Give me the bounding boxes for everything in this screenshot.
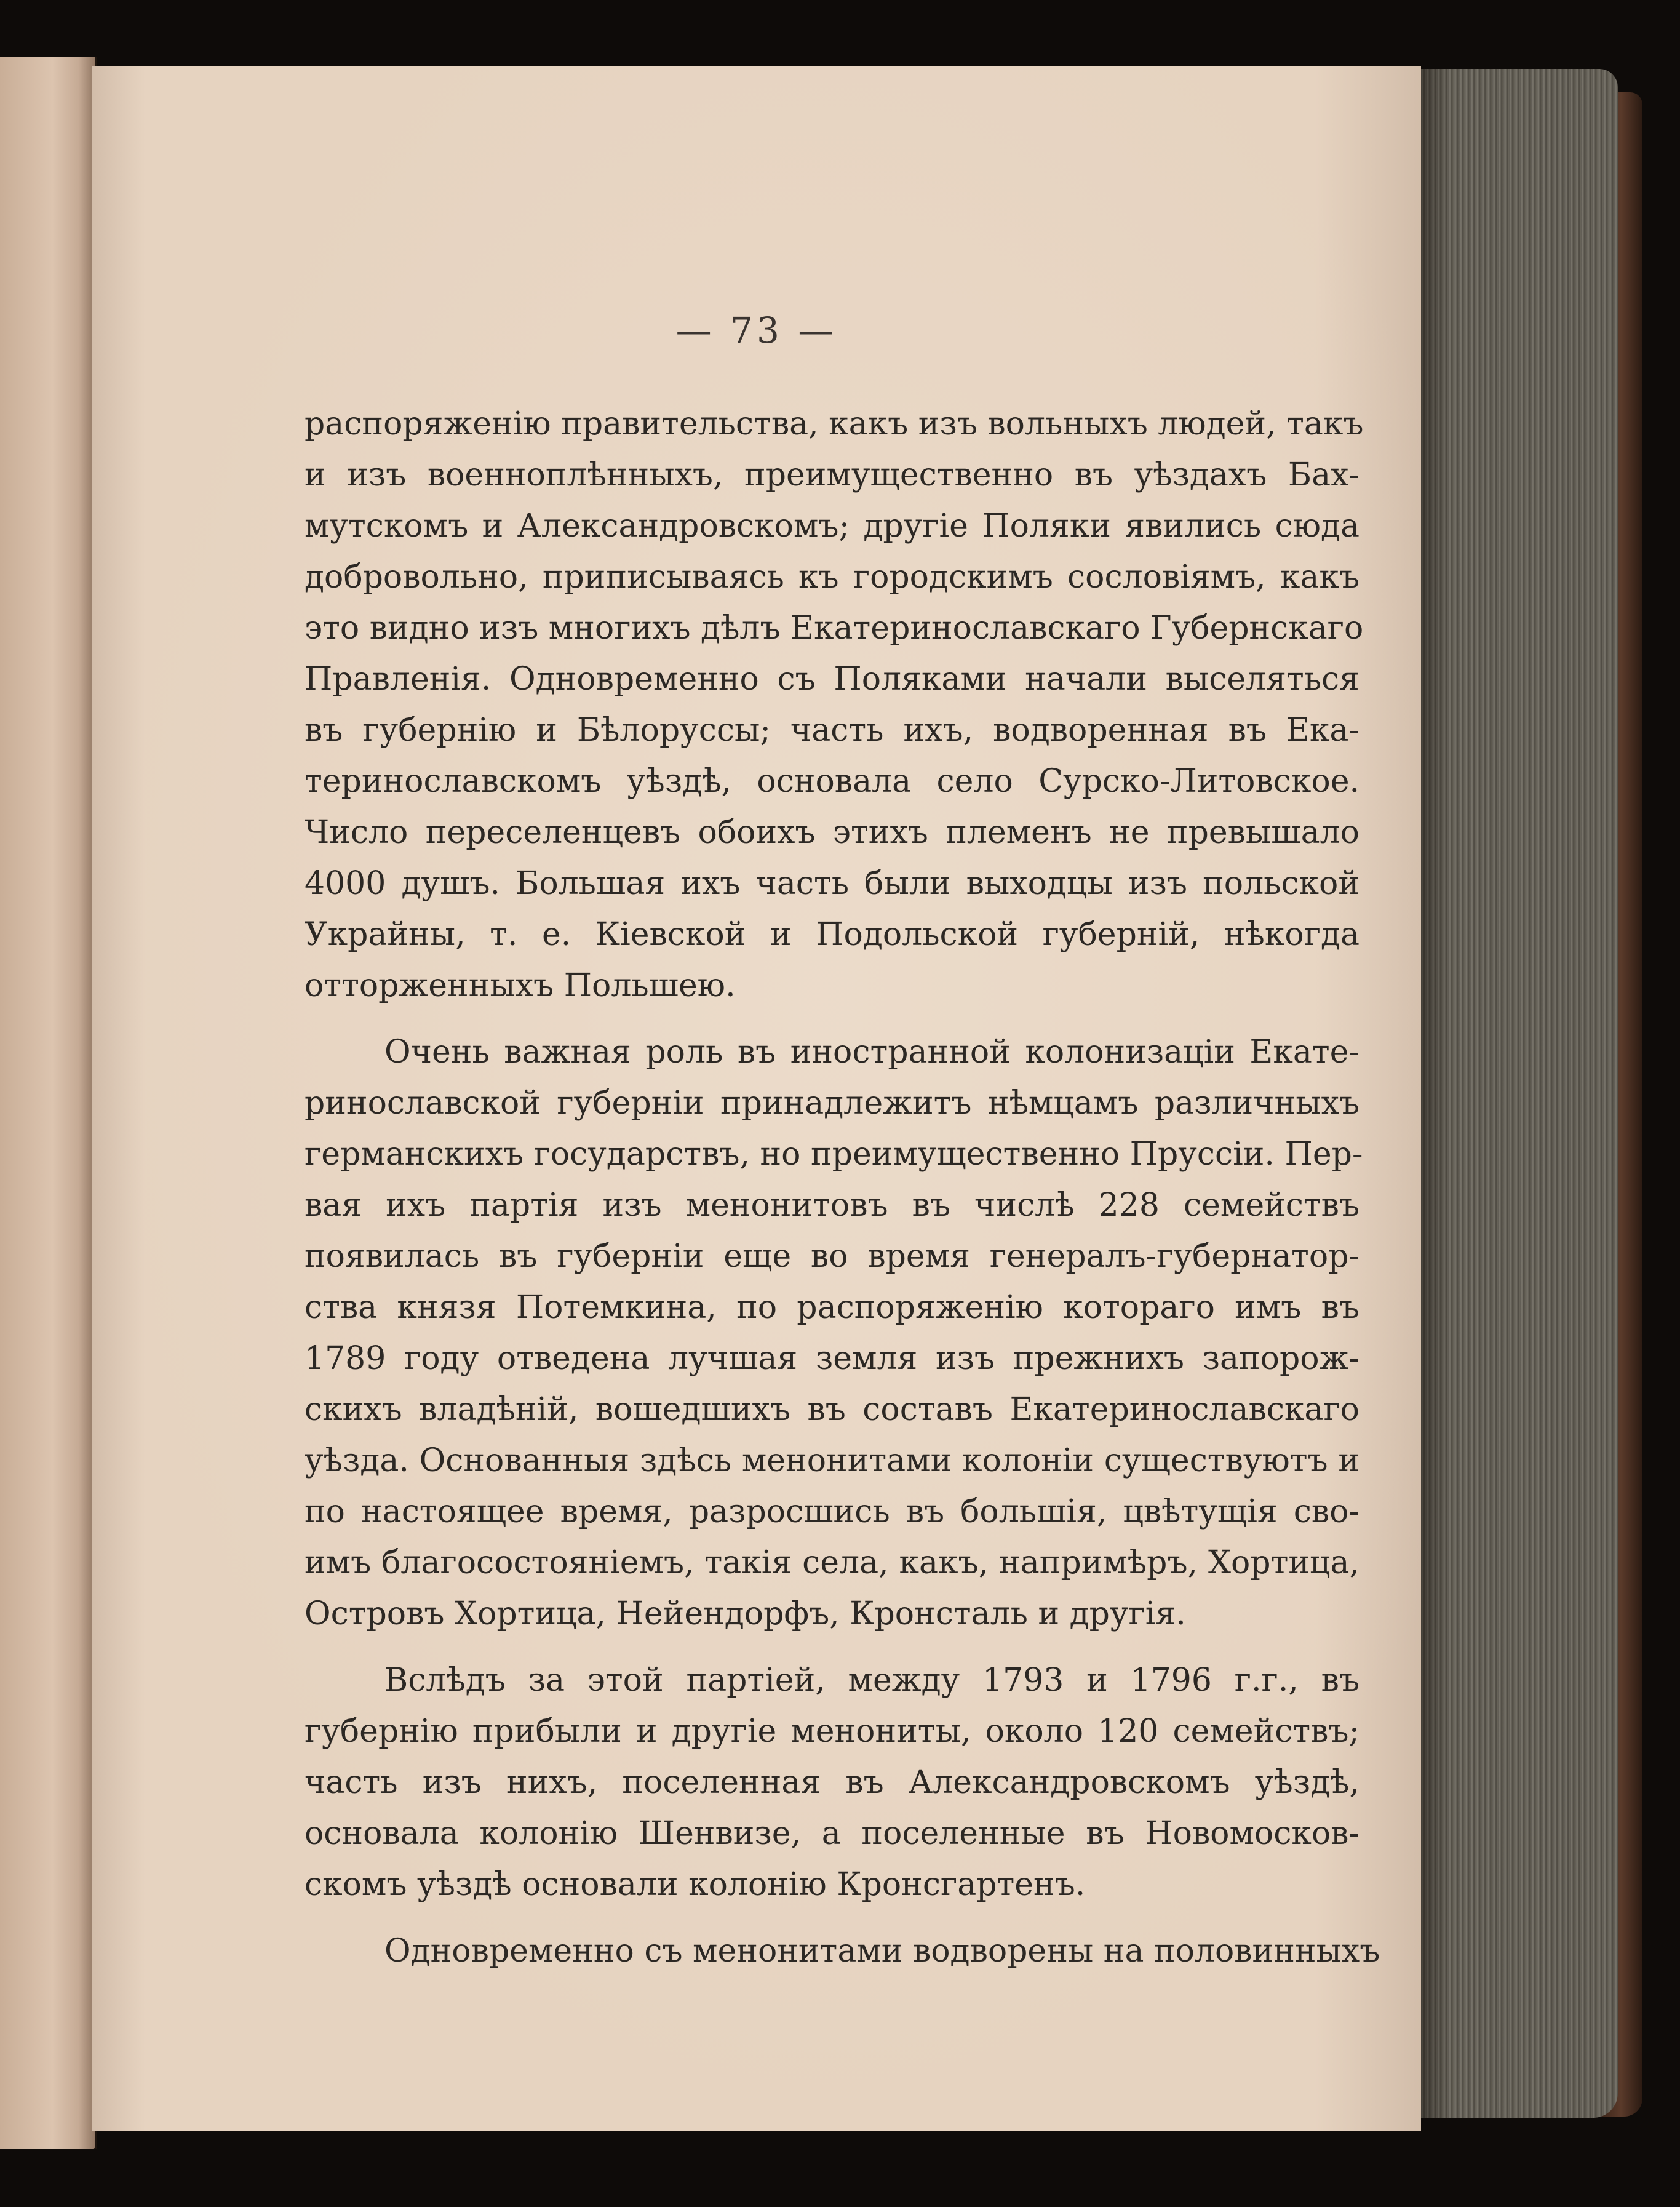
text-line: Очень важная роль въ иностранной колонизаціи Екате-: [384, 1034, 1360, 1071]
text-line: уѣзда. Основанныя здѣсь менонитами колоніи существуютъ и: [305, 1442, 1360, 1479]
text-line: появилась въ губерніи еще во время генералъ-губернатор-: [305, 1238, 1360, 1275]
text-line: 1789 году отведена лучшая земля изъ прежнихъ запорож-: [305, 1340, 1360, 1377]
text-line: Число переселенцевъ обоихъ этихъ племенъ не превышало: [305, 814, 1360, 851]
text-line: Украйны, т. е. Кіевской и Подольской губерній, нѣкогда: [305, 916, 1360, 953]
text-line: германскихъ государствъ, но преимущественно Пруссіи. Пер-: [305, 1136, 1363, 1173]
text-line: губернію прибыли и другіе менониты, около 120 семействъ;: [305, 1713, 1360, 1750]
text-line: Вслѣдъ за этой партіей, между 1793 и 1796 г.г., въ: [384, 1662, 1360, 1699]
text-body: [305, 399, 1380, 1977]
text-line: по настоящее время, разросшись въ большія, цвѣтущія сво-: [305, 1493, 1360, 1530]
text-line: отторженныхъ Польшею.: [305, 967, 736, 1004]
text-line: скомъ уѣздѣ основали колонію Кронсгартенъ.: [305, 1866, 1086, 1903]
text-line: въ губернію и Бѣлоруссы; часть ихъ, водворенная въ Ека-: [305, 712, 1360, 749]
text-line: ства князя Потемкина, по распоряженію котораго имъ въ: [305, 1289, 1360, 1326]
text-line: ринославской губерніи принадлежитъ нѣмцамъ различныхъ: [305, 1085, 1360, 1122]
page-number: — 73 —: [675, 309, 838, 351]
text-line: 4000 душъ. Большая ихъ часть были выходцы изъ польской: [305, 865, 1360, 902]
paragraph: [305, 1027, 1363, 1640]
text-line: вая ихъ партія изъ менонитовъ въ числѣ 228 семействъ: [305, 1187, 1360, 1224]
text-line: и изъ военноплѣнныхъ, преимущественно въ уѣздахъ Бах-: [305, 457, 1360, 493]
paragraph: [305, 1655, 1360, 1910]
paragraph: [305, 399, 1364, 1012]
text-line: мутскомъ и Александровскомъ; другіе Поляки явились сюда: [305, 508, 1360, 545]
text-line: распоряженію правительства, какъ изъ вольныхъ людей, такъ: [305, 405, 1364, 442]
text-line: теринославскомъ уѣздѣ, основала село Сурско-Литовское.: [305, 763, 1360, 800]
text-line: скихъ владѣній, вошедшихъ въ составъ Екатеринославскаго: [305, 1391, 1360, 1428]
text-line: имъ благосостояніемъ, такія села, какъ, напримѣръ, Хортица,: [305, 1544, 1360, 1581]
text-line: добровольно, приписываясь къ городскимъ сословіямъ, какъ: [305, 559, 1360, 596]
text-line: Правленія. Одновременно съ Поляками начали выселяться: [305, 661, 1360, 698]
text-line: основала колонію Шенвизе, а поселенные въ Новомосков-: [305, 1815, 1360, 1852]
book-page: [92, 66, 1421, 2131]
text-line: это видно изъ многихъ дѣлъ Екатеринославскаго Губернскаго: [305, 610, 1364, 647]
paragraph: [305, 1926, 1380, 1977]
text-line: Одновременно съ менонитами водворены на половинныхъ: [384, 1933, 1380, 1970]
text-line: часть изъ нихъ, поселенная въ Александровскомъ уѣздѣ,: [305, 1764, 1360, 1801]
text-line: Островъ Хортица, Нейендорфъ, Кронсталь и другія.: [305, 1595, 1186, 1632]
